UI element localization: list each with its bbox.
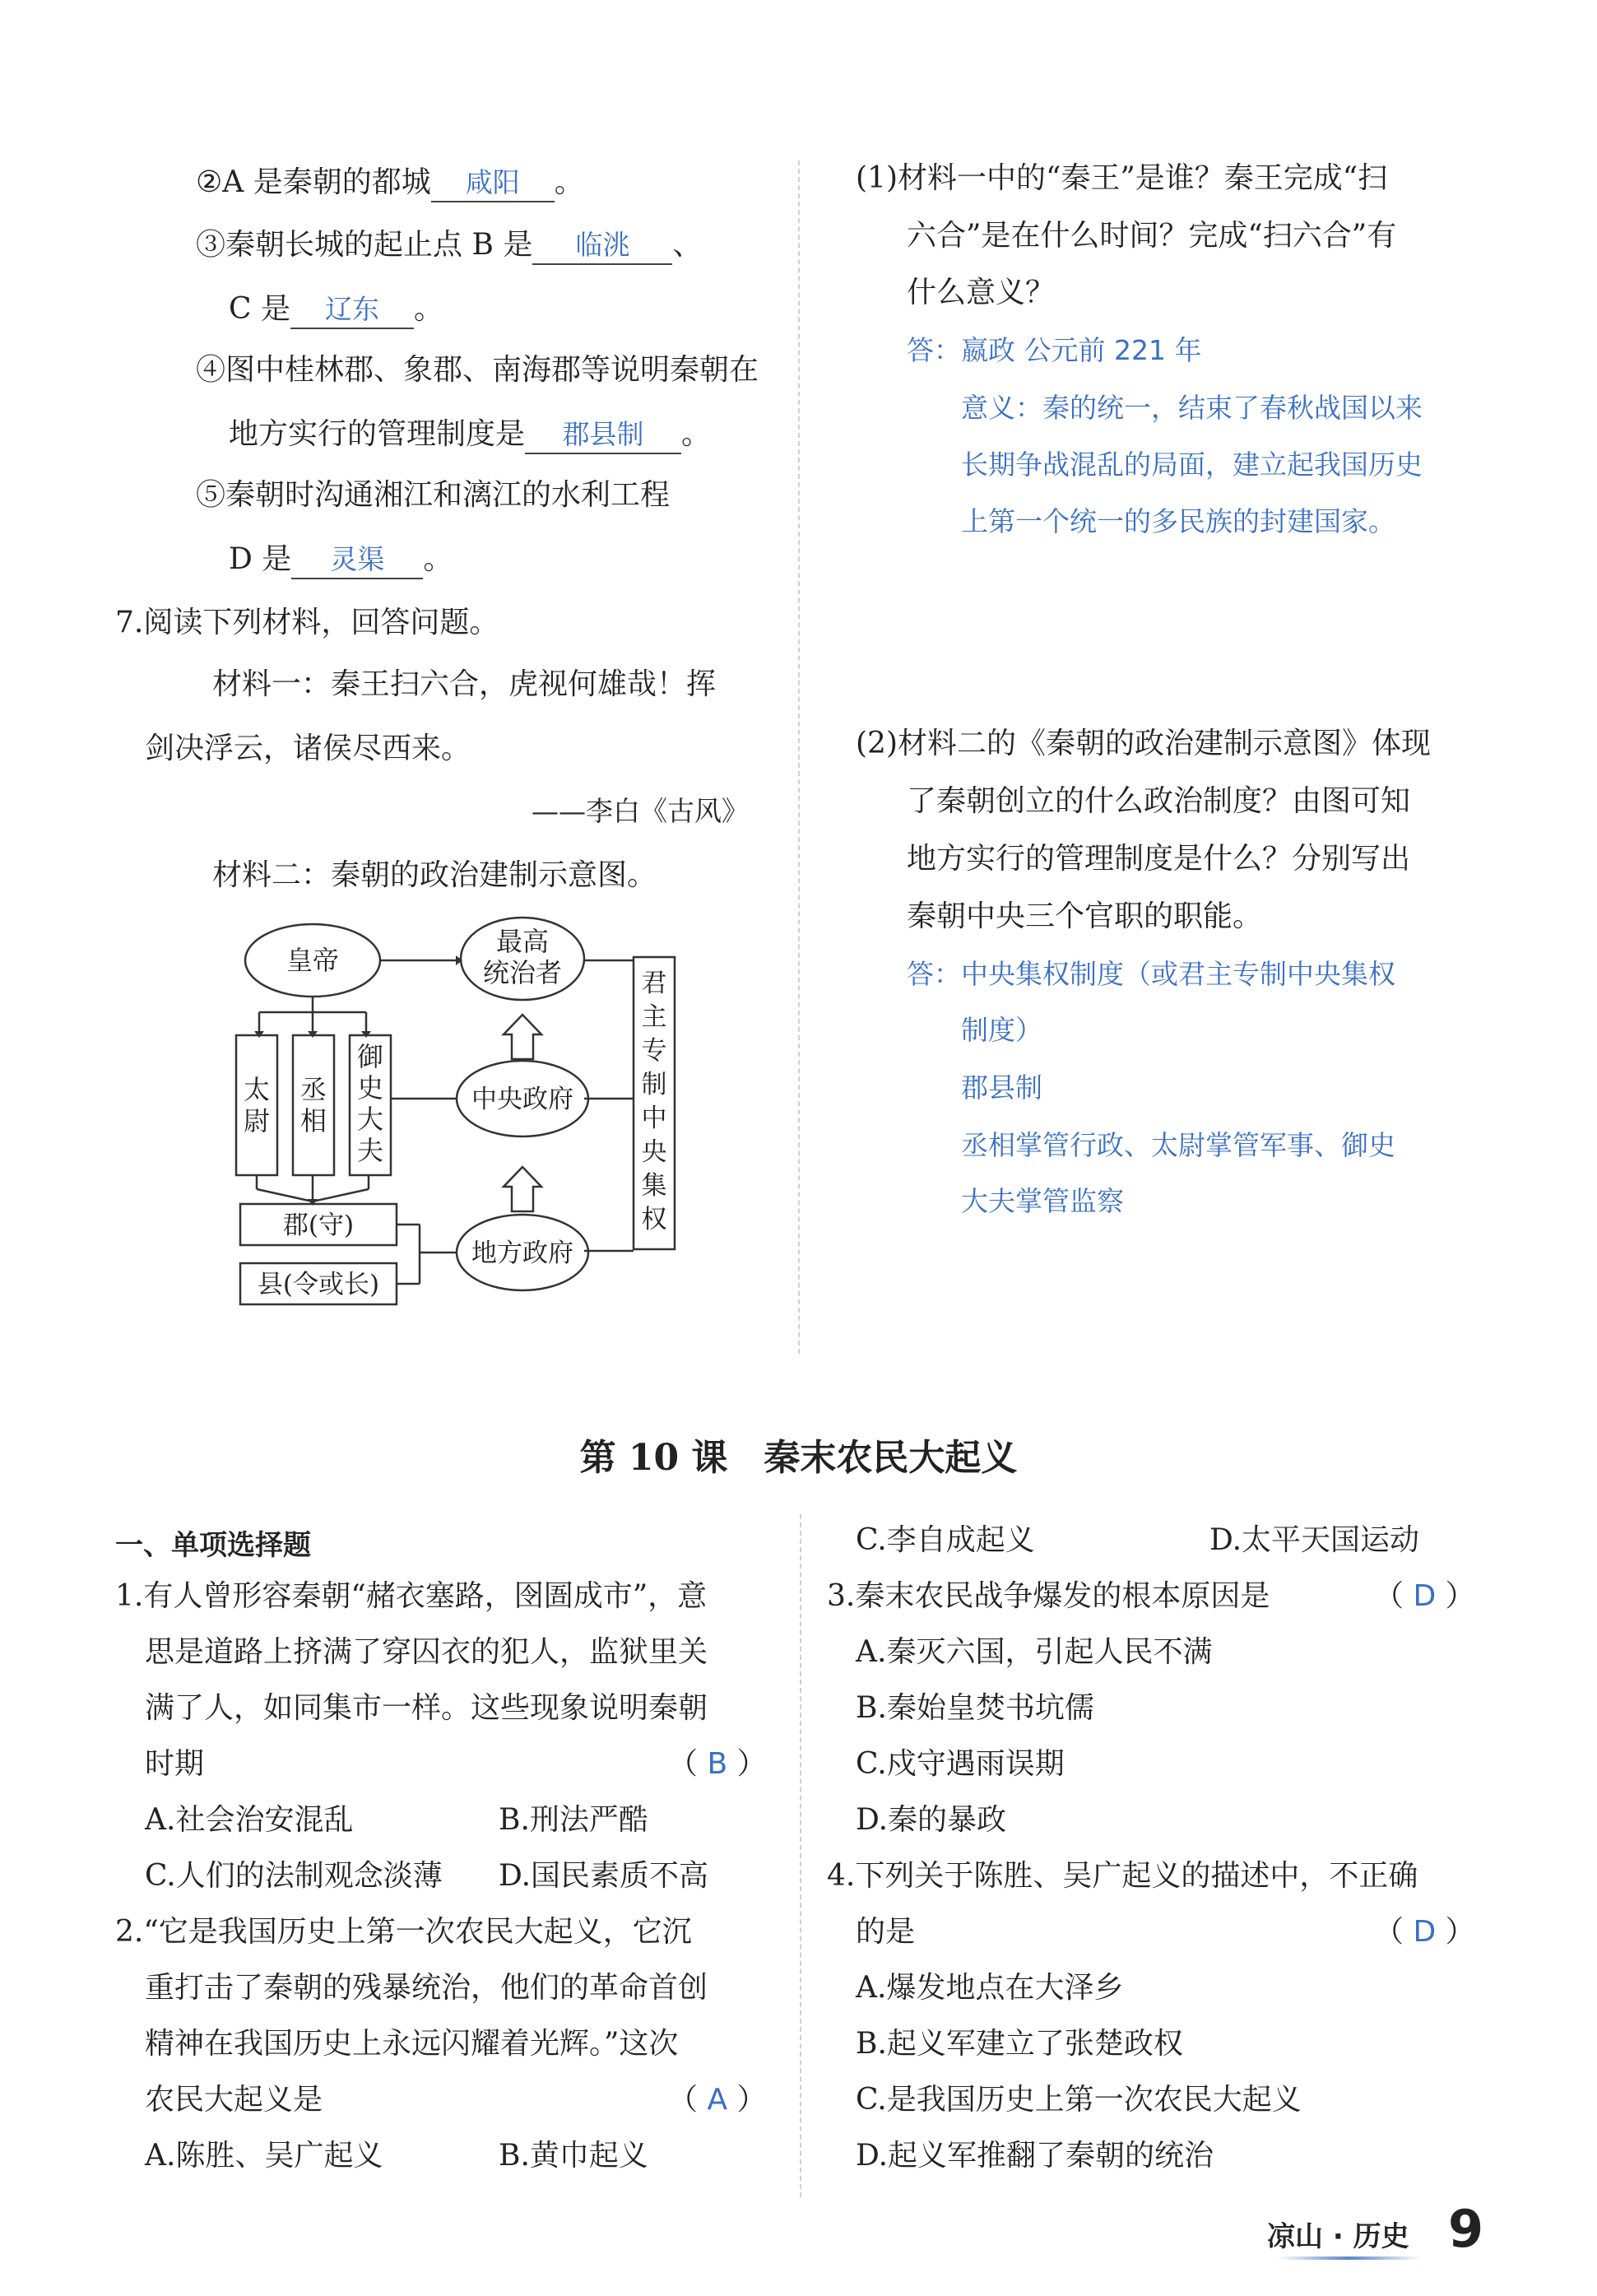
centralization-char: 制	[641, 1070, 667, 1099]
yushi-char-4: 夫	[356, 1135, 384, 1166]
q7-2-line3: 地方实行的管理制度是什么？分别写出	[907, 842, 1411, 876]
xian-label: 县(令或长)	[257, 1270, 380, 1299]
q3-option-b: B.秦始皇焚书坑儒	[856, 1691, 1094, 1725]
q1-option-b: B.刑法严酷	[499, 1803, 648, 1837]
page-number: 9	[1448, 2199, 1484, 2259]
q7-material1-line1: 材料一：秦王扫六合，虎视何雄哉！挥	[212, 667, 717, 701]
q1-option-d: D.国民素质不高	[499, 1859, 709, 1893]
q7-material1-line2: 剑决浮云，诸侯尽西来。	[145, 732, 471, 765]
footer-underline	[1277, 2256, 1421, 2260]
chengxiang-char-1: 丞	[299, 1074, 327, 1105]
q7-2-answer-line2: 制度）	[961, 1014, 1042, 1046]
arrow-up-icon	[504, 1015, 541, 1059]
centralization-char: 权	[641, 1205, 667, 1234]
q7-material1-source: ——李白《古风》	[532, 795, 749, 827]
supreme-label-2: 统治者	[482, 957, 563, 988]
jun-label: 郡(守)	[282, 1211, 355, 1240]
lesson-title: 第 10 课 秦末农民大起义	[579, 1437, 1018, 1479]
q3-option-c: C.戍守遇雨误期	[856, 1747, 1065, 1781]
q1-line3: 满了人，如同集市一样。这些现象说明秦朝	[145, 1691, 708, 1725]
q7-1-line2: 六合”是在什么时间？完成“扫六合”有	[907, 219, 1397, 253]
q1-line4: 时期	[145, 1747, 205, 1781]
q1-answer: （ B ）	[668, 1747, 767, 1781]
q6-3-answer-c: 辽东	[325, 293, 379, 325]
q4-line1: 4.下列关于陈胜、吴广起义的描述中，不正确	[827, 1859, 1418, 1893]
supreme-label-1: 最高	[495, 926, 550, 957]
centralization-char: 央	[641, 1137, 667, 1167]
q1-option-c: C.人们的法制观念淡薄	[145, 1859, 443, 1893]
central-gov-label: 中央政府	[471, 1085, 573, 1114]
section-title: 一、单项选择题	[115, 1529, 311, 1562]
centralization-char: 中	[641, 1104, 667, 1133]
q2-line4: 农民大起义是	[145, 2083, 323, 2117]
q6-2-answer: 咸阳	[465, 166, 520, 198]
q3-stem: 3.秦末农民战争爆发的根本原因是	[827, 1579, 1270, 1613]
taiwei-char-1: 太	[243, 1074, 271, 1105]
emperor-label: 皇帝	[286, 945, 340, 976]
q6-3-c: C 是 辽东 。	[229, 291, 443, 329]
q3-option-a: A.秦灭六国，引起人民不满	[856, 1635, 1213, 1669]
centralization-char: 主	[641, 1002, 667, 1032]
q1-line2: 思是道路上挤满了穿囚衣的犯人，监狱里关	[145, 1635, 708, 1669]
q7-2-line2: 了秦朝创立的什么政治制度？由图可知	[907, 784, 1411, 818]
yushi-char-3: 大	[356, 1104, 384, 1135]
q6-5-answer: 灵渠	[330, 543, 385, 575]
centralization-char: 君	[641, 969, 667, 998]
q6-5-line2: D 是 灵渠 。	[229, 541, 453, 579]
q7-2-answer-line4: 丞相掌管行政、太尉掌管军事、御史	[961, 1129, 1395, 1161]
q2-line1: 2.“它是我国历史上第一次农民大起义，它沉	[115, 1915, 692, 1949]
q6-3-answer-b: 临洮	[575, 229, 630, 261]
q6-5-line1: ⑤秦朝时沟通湘江和漓江的水利工程	[196, 478, 671, 512]
q2-option-a: A.陈胜、吴广起义	[145, 2139, 383, 2173]
q2-option-d: D.太平天国运动	[1209, 1523, 1420, 1557]
footer-label: 凉山 · 历史	[1267, 2220, 1409, 2253]
q4-option-b: B.起义军建立了张楚政权	[856, 2027, 1183, 2061]
q2-line2: 重打击了秦朝的残暴统治，他们的革命首创	[145, 1971, 708, 2005]
q6-2: ②A 是秦朝的都城 咸阳 。	[196, 165, 584, 202]
q4-answer: （ D ）	[1374, 1915, 1475, 1949]
q6-4-line1: ④图中桂林郡、象郡、南海郡等说明秦朝在	[196, 353, 759, 387]
q7-material2-label: 材料二：秦朝的政治建制示意图。	[212, 858, 657, 892]
q7-2-answer-line3: 郡县制	[961, 1071, 1042, 1104]
q6-4-line2: 地方实行的管理制度是 郡县制 。	[229, 416, 711, 454]
q6-3: ③秦朝长城的起止点 B 是 临洮 、	[196, 227, 702, 265]
q3-answer: （ D ）	[1374, 1579, 1475, 1613]
q7-1-answer-line2: 意义：秦的统一，结束了春秋战国以来	[961, 392, 1423, 424]
q1-option-a: A.社会治安混乱	[145, 1803, 354, 1837]
centralization-char: 专	[641, 1036, 667, 1066]
q7-1-answer-line3: 长期争战混乱的局面，建立起我国历史	[961, 449, 1423, 481]
q2-option-b: B.黄巾起义	[499, 2139, 648, 2173]
q7-1-answer-line1: 答：嬴政 公元前 221 年	[907, 334, 1202, 366]
q1-line1: 1.有人曾形容秦朝“赭衣塞路，囹圄成市”，意	[115, 1579, 708, 1613]
chengxiang-char-2: 相	[299, 1105, 327, 1136]
q7-2-line1: (2)材料二的《秦朝的政治建制示意图》体现	[856, 727, 1431, 760]
yushi-char-1: 御	[356, 1041, 384, 1072]
q3-option-d: D.秦的暴政	[856, 1803, 1007, 1837]
q2-answer: （ A ）	[668, 2083, 767, 2117]
q7-2-answer-line1: 答：中央集权制度（或君主专制中央集权	[907, 958, 1395, 990]
column-divider-bottom	[800, 1514, 801, 2197]
column-divider-top	[798, 160, 800, 1354]
q6-4-answer: 郡县制	[562, 418, 644, 450]
q4-option-d: D.起义军推翻了秦朝的统治	[856, 2139, 1214, 2173]
centralization-char: 集	[641, 1171, 667, 1201]
q2-option-c: C.李自成起义	[856, 1523, 1035, 1557]
q4-option-a: A.爆发地点在大泽乡	[856, 1971, 1124, 2005]
q4-option-c: C.是我国历史上第一次农民大起义	[856, 2083, 1302, 2117]
q7-1-line3: 什么意义？	[907, 276, 1056, 309]
yushi-char-2: 史	[356, 1072, 384, 1104]
taiwei-char-2: 尉	[243, 1105, 271, 1136]
political-structure-diagram	[222, 909, 683, 1313]
q7-1-line1: (1)材料一中的“秦王”是谁？秦王完成“扫	[856, 161, 1388, 195]
q2-line3: 精神在我国历史上永远闪耀着光辉。”这次	[145, 2027, 679, 2061]
q7-1-answer-line4: 上第一个统一的多民族的封建国家。	[961, 505, 1395, 537]
local-gov-label: 地方政府	[471, 1239, 573, 1268]
q4-line2: 的是	[856, 1915, 916, 1949]
arrow-up-icon	[504, 1167, 541, 1211]
q7-2-line4: 秦朝中央三个官职的职能。	[907, 899, 1263, 933]
q7-stem: 7.阅读下列材料，回答问题。	[115, 606, 499, 639]
q7-2-answer-line5: 大夫掌管监察	[961, 1185, 1124, 1217]
